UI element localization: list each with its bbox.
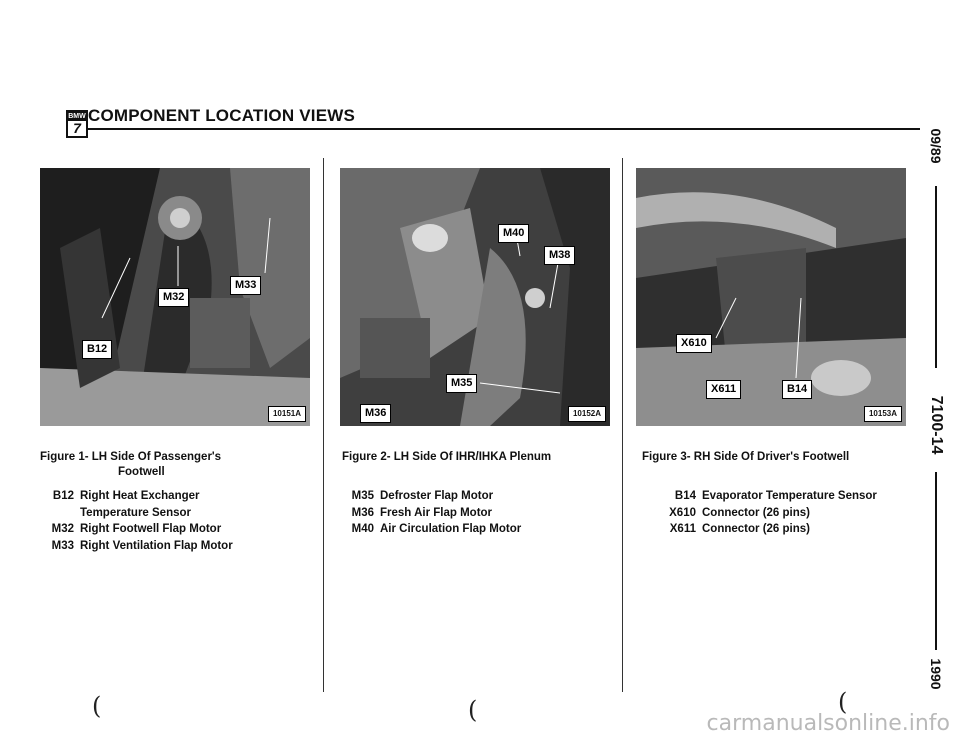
legend-code: B14 xyxy=(674,490,696,502)
callout-m35: M35 xyxy=(446,374,477,393)
figure-2-legend xyxy=(324,488,614,538)
figure-3-legend xyxy=(638,488,914,538)
legend-text: Air Circulation Flap Motor xyxy=(380,523,522,535)
watermark: carmanualsonline.info xyxy=(706,711,950,736)
callout-m32: M32 xyxy=(158,288,189,307)
logo-series: 7 xyxy=(73,120,81,136)
figure-3-ref: 10153A xyxy=(864,406,902,422)
legend-text: Connector (26 pins) xyxy=(702,506,810,519)
margin-rule xyxy=(935,472,937,650)
figure-1-title-cont: Footwell xyxy=(118,466,165,478)
figure-3-title: RH Side Of Driver's Footwell xyxy=(693,451,850,463)
callout-x610: X610 xyxy=(676,334,712,353)
figure-3-caption xyxy=(642,450,912,465)
figure-2-caption xyxy=(342,450,612,465)
logo-brand: BMW xyxy=(68,113,86,120)
legend-text: Defroster Flap Motor xyxy=(380,490,494,502)
column-divider xyxy=(622,158,623,692)
callout-b14: B14 xyxy=(782,380,812,399)
figure-2-title: LH Side Of IHR/IHKA Plenum xyxy=(393,451,552,463)
callout-b12: B12 xyxy=(82,340,112,359)
legend-code: B12 xyxy=(52,490,74,502)
legend-text: Fresh Air Flap Motor xyxy=(380,506,493,519)
title-rule xyxy=(88,128,920,130)
legend-item xyxy=(40,538,316,555)
legend-item xyxy=(40,488,316,521)
legend-item xyxy=(40,521,316,538)
binding-mark: ( xyxy=(92,692,102,720)
figure-1-photo xyxy=(40,168,310,426)
figure-1-title: LH Side Of Passenger's xyxy=(91,451,222,463)
legend-code: M32 xyxy=(51,523,74,535)
legend-code: M35 xyxy=(351,490,374,502)
page-margin-index xyxy=(918,100,954,700)
column-divider xyxy=(323,158,324,692)
callout-x611: X611 xyxy=(706,380,741,399)
figure-3-number: Figure 3- xyxy=(642,451,691,463)
binding-mark: ( xyxy=(838,688,848,716)
model-year: 1990 xyxy=(928,658,944,690)
legend-text: Right Heat Exchanger Temperature Sensor xyxy=(80,490,200,519)
callout-m38: M38 xyxy=(544,246,575,265)
legend-code: M36 xyxy=(351,506,374,519)
legend-item xyxy=(324,505,614,522)
legend-item xyxy=(638,505,914,522)
page-number: 7100-14 xyxy=(928,395,945,455)
figure-2-ref: 10152A xyxy=(568,406,606,422)
page-header xyxy=(66,106,920,150)
page-title: COMPONENT LOCATION VIEWS xyxy=(88,106,356,125)
figure-2-photo xyxy=(340,168,610,426)
margin-rule xyxy=(935,186,937,368)
bmw-7-logo xyxy=(66,110,88,138)
legend-code: X611 xyxy=(669,523,696,535)
legend-text: Right Ventilation Flap Motor xyxy=(80,539,233,552)
binding-mark: ( xyxy=(468,696,478,724)
revision-date: 09/89 xyxy=(928,128,944,164)
legend-item xyxy=(638,488,914,505)
figure-3-photo-image xyxy=(636,168,906,426)
figure-1-legend xyxy=(40,488,316,554)
figure-2-number: Figure 2- xyxy=(342,451,391,463)
legend-code: X610 xyxy=(669,506,696,519)
callout-m33: M33 xyxy=(230,276,261,295)
legend-item xyxy=(324,521,614,538)
callout-m40: M40 xyxy=(498,224,529,243)
figure-1-caption xyxy=(40,450,310,480)
figure-1-number: Figure 1- xyxy=(40,451,89,463)
figure-1-ref: 10151A xyxy=(268,406,306,422)
legend-item xyxy=(638,521,914,538)
legend-code: M40 xyxy=(351,523,374,535)
legend-text: Right Footwell Flap Motor xyxy=(80,523,222,535)
legend-text: Connector (26 pins) xyxy=(702,523,810,535)
figure-3-photo xyxy=(636,168,906,426)
legend-item xyxy=(324,488,614,505)
legend-text: Evaporator Temperature Sensor xyxy=(702,490,877,502)
callout-m36: M36 xyxy=(360,404,391,423)
legend-code: M33 xyxy=(51,539,74,552)
